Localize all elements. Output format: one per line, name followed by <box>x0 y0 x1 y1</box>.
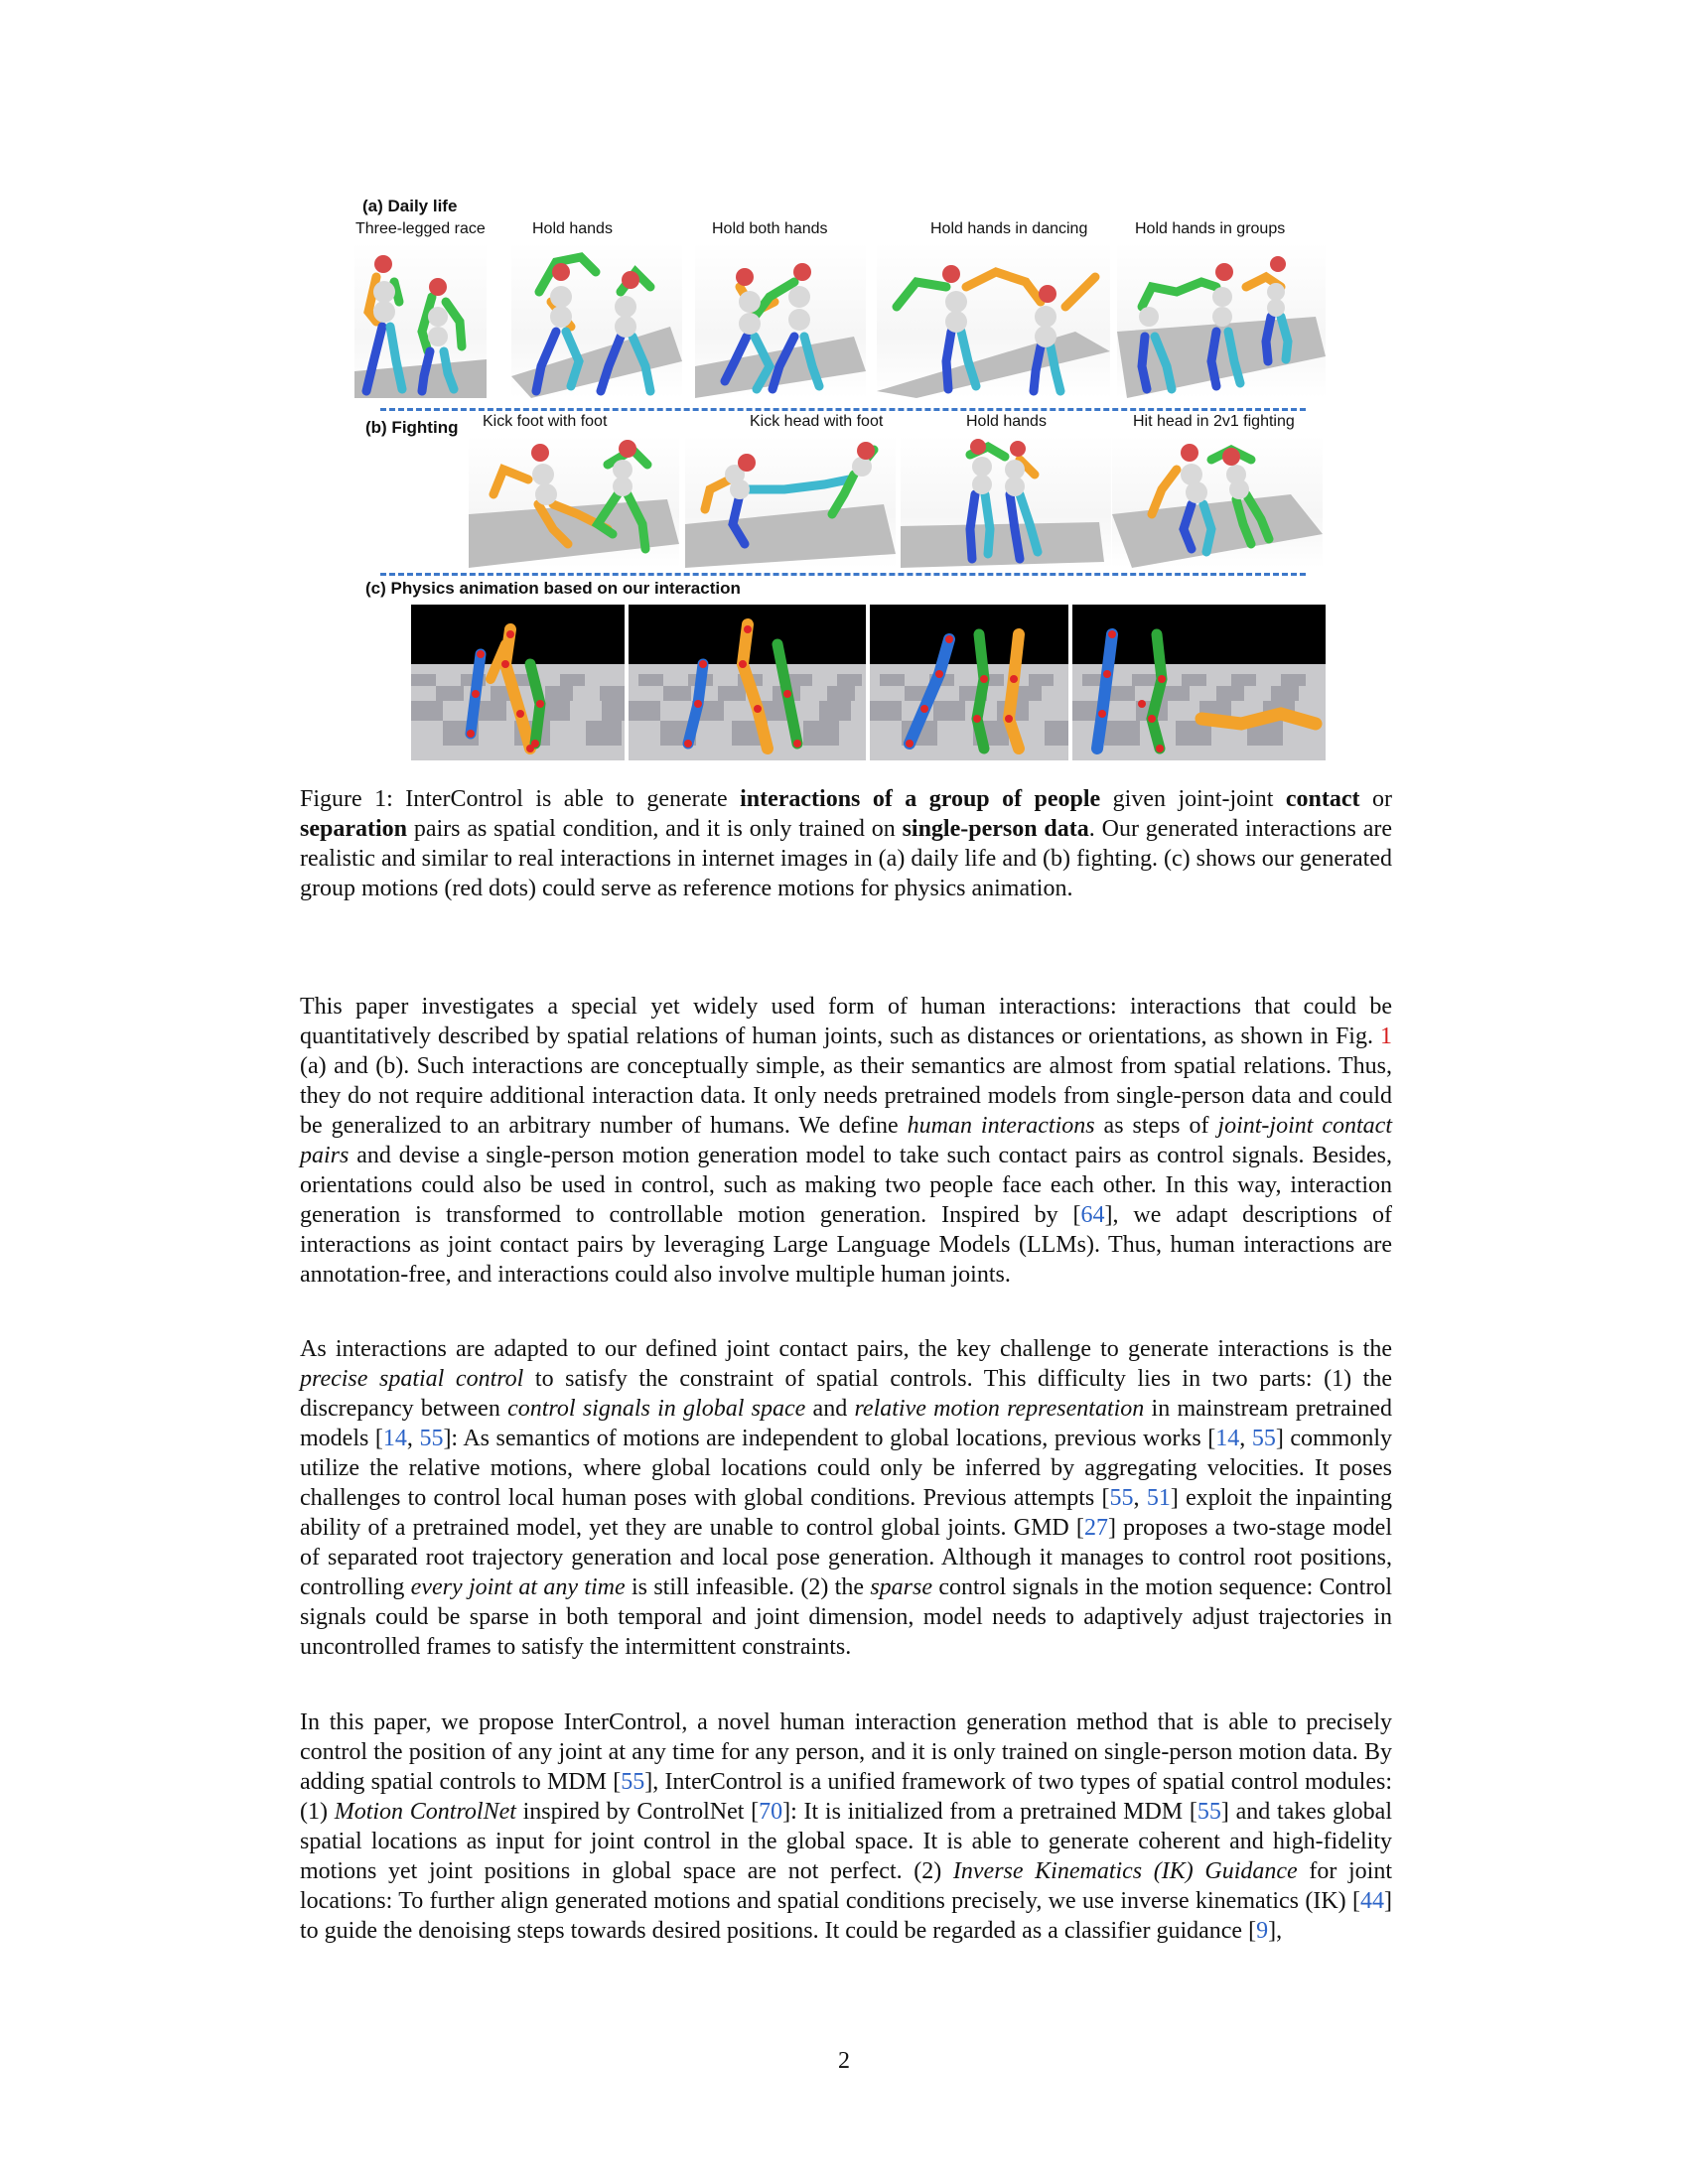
body-text: In this paper, we propose InterControl, a novel human interaction generation method that is able to precisely control the position of any joint at any time for any person, and it is only trained on single-person motion data. By adding spatial controls to MDM [ <box>300 1709 1392 1795</box>
body-text: ] commonly utilize the relative motions, where global locations could only be inferred by aggregating velocities. It poses challenges to control local human poses with global conditions. Previous attempts [ <box>300 1426 1393 1511</box>
paragraph-1 <box>300 992 1392 1290</box>
row-a-image-3 <box>695 242 866 398</box>
body-text: for joint locations: To further align generated motions and spatial conditions precisely, we use inverse kinematics (IK) [ <box>300 1858 1392 1914</box>
paragraph-2 <box>300 1334 1392 1662</box>
citation-link[interactable]: 51 <box>1146 1485 1171 1511</box>
figure-reference-link[interactable]: 1 <box>1380 1024 1392 1049</box>
body-text: ] proposes a two-stage model of separated root trajectory generation and local pose generation. Although it manages to control root positions, controlling <box>300 1515 1393 1600</box>
dashed-separator-1 <box>380 408 1306 411</box>
body-text: , <box>406 1426 420 1451</box>
paragraph-3 <box>300 1707 1392 1946</box>
row-b-image-4 <box>1112 435 1323 568</box>
caption-text: pairs as spatial condition, and it is only trained on <box>407 816 903 842</box>
body-text: , <box>1239 1426 1252 1451</box>
citation-link[interactable]: 70 <box>759 1799 783 1825</box>
body-text: as steps of <box>1094 1113 1218 1139</box>
citation-link[interactable]: 55 <box>1196 1799 1221 1825</box>
row-b-image-1 <box>469 435 679 568</box>
row-a-caption-3: Hold both hands <box>712 220 828 237</box>
citation-link[interactable]: 55 <box>1251 1426 1276 1451</box>
body-text: As interactions are adapted to our defined joint contact pairs, the key challenge to generate interactions is the <box>300 1336 1392 1362</box>
body-italic: precise spatial control <box>300 1366 524 1392</box>
row-b-image-2 <box>685 435 896 568</box>
caption-text: given joint-joint <box>1100 786 1286 812</box>
citation-link[interactable]: 27 <box>1083 1515 1108 1541</box>
row-a-caption-2: Hold hands <box>532 220 613 237</box>
body-text: and devise a single-person motion generation model to take such contact pairs as control signals. Besides, orientations could also be used in control, such as making two people face each other. In this way, interaction generation is transformed to controllable motion generation. Inspired by [ <box>300 1143 1392 1228</box>
caption-bold: separation <box>300 816 407 842</box>
row-a-label: (a) Daily life <box>362 197 458 215</box>
row-c-image-2 <box>629 605 866 760</box>
row-b-caption-4: Hit head in 2v1 fighting <box>1133 413 1295 430</box>
caption-bold: contact <box>1285 786 1360 812</box>
citation-link[interactable]: 55 <box>419 1426 444 1451</box>
row-b-caption-2: Kick head with foot <box>750 413 884 430</box>
dashed-separator-2 <box>380 573 1306 576</box>
body-text: , <box>1133 1485 1147 1511</box>
body-text: ] and takes global spatial locations as input for joint control in the global space. It is able to generate coherent and high-fidelity motions yet joint positions in global space are not perfect. (2) <box>300 1799 1392 1884</box>
page-number: 2 <box>838 2048 850 2074</box>
citation-link[interactable]: 64 <box>1080 1202 1105 1228</box>
row-c-image-3 <box>870 605 1068 760</box>
body-text: This paper investigates a special yet widely used form of human interactions: interactions that could be quantitatively described by spatial relations of human joints, such as distances or orientations, as shown in Fig. <box>300 994 1392 1049</box>
figure-caption <box>300 784 1392 903</box>
row-a-image-2 <box>511 242 682 398</box>
body-italic: control signals in global space <box>507 1396 806 1422</box>
body-italic: sparse <box>870 1574 932 1600</box>
body-italic: Inverse Kinematics (IK) Guidance <box>952 1858 1298 1884</box>
citation-link[interactable]: 55 <box>1109 1485 1134 1511</box>
body-text: ]: As semantics of motions are independent to global locations, previous works [ <box>443 1426 1216 1451</box>
row-c-label: (c) Physics animation based on our interaction <box>365 579 741 598</box>
row-a-image-1 <box>354 242 487 398</box>
body-italic: human interactions <box>907 1113 1095 1139</box>
row-a-caption-4: Hold hands in dancing <box>930 220 1088 237</box>
body-text: inspired by ControlNet [ <box>515 1799 760 1825</box>
body-italic: joint-joint contact pairs <box>300 1113 1393 1168</box>
body-text: (a) and (b). Such interactions are conceptually simple, as their semantics are almost from spatial relations. Thus, they do not require additional interaction data. It only needs pretrained models from single-person data and could be generalized to an arbitrary number of humans. We define <box>300 1053 1392 1139</box>
caption-text: . Our generated interactions are realistic and similar to real interactions in internet images in (a) daily life and (b) fighting. (c) shows our generated group motions (red dots) could serve as reference motions for physics animation. <box>300 816 1392 901</box>
body-text: and <box>805 1396 855 1422</box>
caption-bold: interactions of a group of people <box>740 786 1101 812</box>
body-text: in mainstream pretrained models [ <box>300 1396 1392 1451</box>
body-text: ] exploit the inpainting ability of a pretrained model, yet they are unable to control global joints. GMD [ <box>300 1485 1393 1541</box>
row-c-image-1 <box>411 605 625 760</box>
caption-bold: single-person data <box>902 816 1089 842</box>
citation-link[interactable]: 55 <box>621 1769 645 1795</box>
row-b-caption-3: Hold hands <box>966 413 1047 430</box>
caption-text: Figure 1: InterControl is able to generate <box>300 786 741 812</box>
body-text: ], InterControl is a unified framework of two types of spatial control modules: (1) <box>300 1769 1392 1825</box>
body-italic: Motion ControlNet <box>334 1799 516 1825</box>
body-text: is still infeasible. (2) the <box>625 1574 871 1600</box>
citation-link[interactable]: 14 <box>1215 1426 1240 1451</box>
caption-text: or <box>1359 786 1392 812</box>
citation-link[interactable]: 14 <box>382 1426 407 1451</box>
citation-link[interactable]: 9 <box>1256 1918 1269 1944</box>
row-a-image-4 <box>877 242 1110 398</box>
body-text: ] to guide the denoising steps towards desired positions. It could be regarded as a classifier guidance [ <box>300 1888 1392 1944</box>
row-a-caption-1: Three-legged race <box>355 220 486 237</box>
row-a-image-5 <box>1117 242 1326 398</box>
body-text: ], we adapt descriptions of interactions as joint contact pairs by leveraging Large Language Models (LLMs). Thus, human interactions are annotation-free, and interactions could also involve multiple human joints. <box>300 1202 1393 1288</box>
row-b-caption-1: Kick foot with foot <box>483 413 608 430</box>
body-text: to satisfy the constraint of spatial controls. This difficulty lies in two parts: (1) the discrepancy between <box>300 1366 1392 1422</box>
body-italic: every joint at any time <box>410 1574 626 1600</box>
citation-link[interactable]: 44 <box>1360 1888 1384 1914</box>
body-text: ], <box>1268 1918 1283 1944</box>
body-text: ]: It is initialized from a pretrained MDM [ <box>782 1799 1197 1825</box>
row-b-image-3 <box>901 435 1111 568</box>
row-b-label: (b) Fighting <box>365 418 459 437</box>
row-c-image-4 <box>1072 605 1326 760</box>
row-a-caption-5: Hold hands in groups <box>1135 220 1286 237</box>
body-italic: relative motion representation <box>854 1396 1145 1422</box>
body-text: control signals in the motion sequence: Control signals could be sparse in both temporal and joint dimension, model needs to adaptively adjust trajectories in uncontrolled frames to satisfy the intermittent constraints. <box>300 1574 1392 1660</box>
